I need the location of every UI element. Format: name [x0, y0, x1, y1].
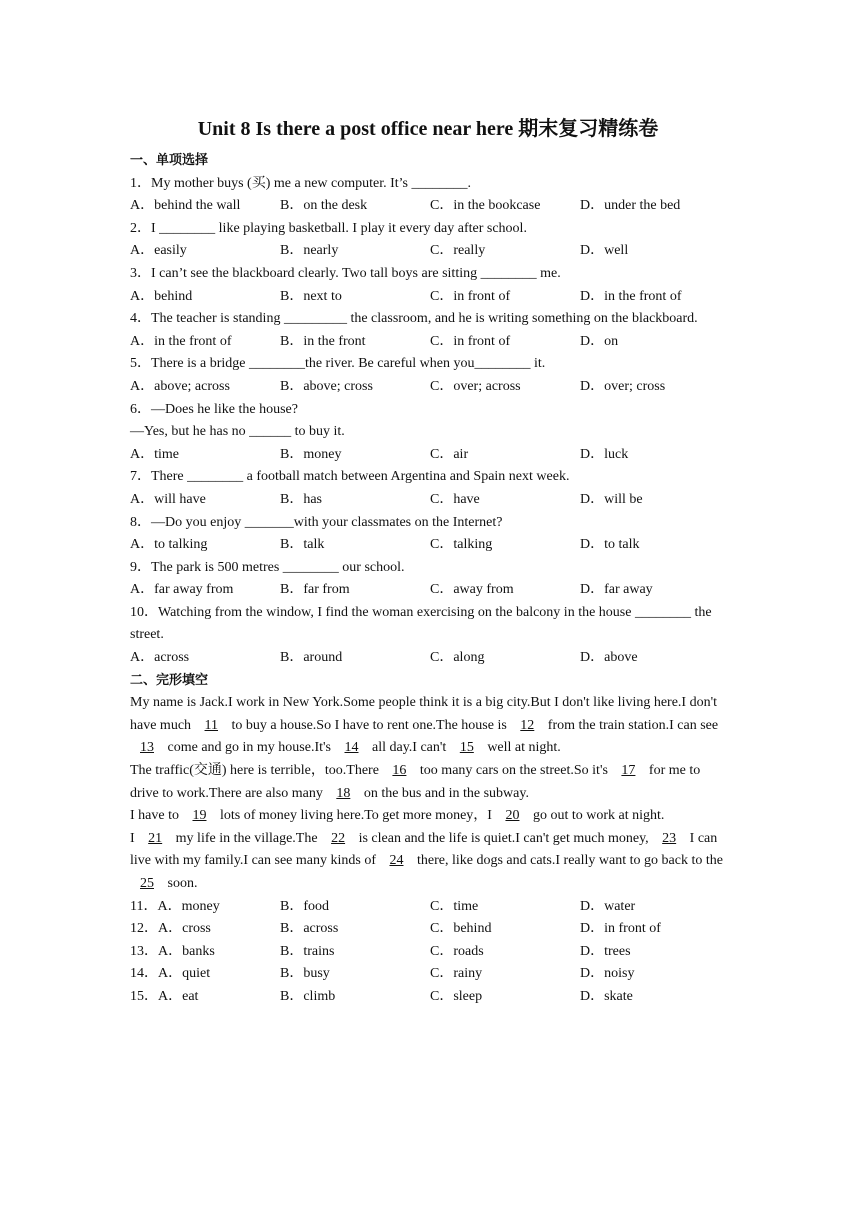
option-d: D．in the front of — [580, 288, 682, 304]
cloze-paragraph-4 — [130, 828, 730, 896]
passage-text: I can live with my family.I can see many kinds of — [130, 830, 718, 869]
option-a: 11．A．money — [130, 898, 220, 914]
worksheet-page — [130, 116, 730, 1009]
question-stem-6: 6．—Does he like the house? — [130, 401, 298, 417]
cloze-paragraph-1 — [130, 692, 730, 760]
option-d: D．above — [580, 650, 638, 666]
option-d: D．over; cross — [580, 378, 666, 394]
option-b: B．talk — [280, 537, 325, 553]
question-options-9 — [130, 579, 730, 602]
option-d: D．noisy — [580, 966, 635, 982]
passage-text: to buy a house.So I have to rent one.The house is — [228, 717, 511, 733]
blank-18: 18 — [336, 785, 351, 801]
option-b: B．money — [280, 446, 342, 462]
option-d: D．well — [580, 243, 629, 259]
blank-25: 25 — [140, 876, 154, 891]
option-c: C．in front of — [430, 288, 511, 304]
option-c: C．behind — [430, 921, 492, 937]
blank-17: 17 — [621, 763, 636, 779]
cloze-options-12 — [130, 918, 730, 941]
option-b: B．in the front — [280, 333, 366, 349]
passage-text: for me to drive to work.There are also many — [130, 763, 701, 801]
section-heading-cloze: 二、完形填空 — [130, 672, 209, 688]
option-c: C．sleep — [430, 988, 483, 1004]
blank-13: 13 — [140, 740, 154, 756]
question-options-7 — [130, 489, 730, 512]
question-stem-5: 5．There is a bridge ________the river. Be careful when you________ it. — [130, 356, 546, 372]
section-heading-single-choice: 一、单项选择 — [130, 153, 209, 168]
option-a: A．time — [130, 446, 179, 462]
option-b: B．across — [280, 921, 339, 937]
passage-text: come and go in my house.It's — [164, 740, 335, 756]
question-options-10 — [130, 647, 730, 670]
blank-19: 19 — [192, 808, 207, 824]
option-c: C．have — [430, 491, 480, 507]
option-d: D．to talk — [580, 537, 640, 553]
option-c: C．along — [430, 650, 485, 666]
blank-16: 16 — [392, 763, 407, 779]
option-a: A．above; across — [130, 378, 230, 394]
option-d: D．trees — [580, 943, 631, 959]
option-c: C．really — [430, 243, 486, 259]
option-b: B．food — [280, 898, 329, 914]
option-b: B．busy — [280, 966, 330, 982]
option-b: B．around — [280, 650, 343, 666]
option-b: B．on the desk — [280, 198, 368, 214]
passage-text: The traffic(交通) here is terrible，too.There — [130, 763, 383, 779]
option-d: D．in front of — [580, 921, 661, 937]
option-c: C．time — [430, 898, 479, 914]
blank-24: 24 — [389, 853, 404, 869]
option-d: D．skate — [580, 988, 633, 1004]
option-c: C．talking — [430, 537, 493, 553]
option-b: B．above; cross — [280, 378, 373, 394]
cloze-options-15 — [130, 986, 730, 1009]
question-stem-4: 4．The teacher is standing _________ the classroom, and he is writing something on the blackboard. — [130, 311, 698, 327]
option-d: D．far away — [580, 582, 653, 598]
blank-23: 23 — [662, 830, 677, 846]
blank-21: 21 — [148, 830, 163, 846]
option-c: C．air — [430, 446, 469, 462]
blank-22: 22 — [331, 830, 346, 846]
question-stem-6-reply: —Yes, but he has no ______ to buy it. — [130, 424, 345, 440]
question-stem-10: 10．Watching from the window, I find the woman exercising on the balcony in the house ________ the street. — [130, 604, 712, 643]
question-options-8 — [130, 534, 730, 557]
question-options-3 — [130, 286, 730, 309]
question-options-4 — [130, 331, 730, 354]
option-c: C．roads — [430, 943, 484, 959]
cloze-options-11 — [130, 896, 730, 919]
question-stem-3: 3．I can’t see the blackboard clearly. Two tall boys are sitting ________ me. — [130, 265, 561, 281]
option-d: D．on — [580, 333, 619, 349]
passage-text: all day.I can't — [368, 740, 450, 756]
passage-text: well at night. — [483, 740, 561, 756]
option-b: B．far from — [280, 582, 350, 598]
passage-text: there, like dogs and cats.I really want to go back to the — [413, 853, 723, 869]
option-c: C．in the bookcase — [430, 198, 541, 214]
question-options-6 — [130, 444, 730, 467]
question-stem-7: 7．There ________ a football match between Argentina and Spain next week. — [130, 469, 570, 485]
option-b: B．has — [280, 491, 322, 507]
question-stem-2: 2．I ________ like playing basketball. I play it every day after school. — [130, 220, 527, 236]
passage-text: lots of money living here.To get more money，I — [216, 808, 496, 824]
question-options-2 — [130, 240, 730, 263]
blank-11: 11 — [204, 717, 219, 733]
passage-text: soon. — [164, 876, 198, 891]
option-b: B．climb — [280, 988, 336, 1004]
option-a: A．will have — [130, 491, 206, 507]
passage-text: my life in the village.The — [172, 830, 322, 846]
blank-12: 12 — [520, 717, 535, 733]
option-a: A．across — [130, 650, 190, 666]
option-d: D．luck — [580, 446, 629, 462]
option-c: C．over; across — [430, 378, 521, 394]
passage-text: I have to — [130, 808, 183, 824]
option-a: 13．A．banks — [130, 943, 215, 959]
passage-text: is clean and the life is quiet.I can't get much money, — [355, 830, 653, 846]
blank-14: 14 — [344, 740, 359, 756]
blank-15: 15 — [459, 740, 474, 756]
option-b: B．next to — [280, 288, 342, 304]
passage-text: My name is Jack.I work in New York.Some people think it is a big city.But I don't like living here.I don't have much — [130, 695, 718, 733]
cloze-paragraph-3 — [130, 805, 730, 828]
page-title: Unit 8 Is there a post office near here 期末复习精练卷 — [197, 118, 659, 140]
question-options-5 — [130, 376, 730, 399]
option-a: A．to talking — [130, 537, 208, 553]
option-b: B．nearly — [280, 243, 339, 259]
question-options-1 — [130, 195, 730, 218]
passage-text: too many cars on the street.So it's — [416, 763, 612, 779]
option-d: D．will be — [580, 491, 643, 507]
option-a: A．behind the wall — [130, 198, 241, 214]
option-d: D．under the bed — [580, 198, 681, 214]
passage-text: from the train station.I can see — [544, 717, 719, 733]
option-a: A．in the front of — [130, 333, 232, 349]
cloze-options-14 — [130, 963, 730, 986]
cloze-paragraph-2 — [130, 760, 730, 805]
option-c: C．in front of — [430, 333, 511, 349]
option-a: A．easily — [130, 243, 187, 259]
option-a: 12．A．cross — [130, 921, 211, 937]
option-a: A．behind — [130, 288, 193, 304]
blank-20: 20 — [505, 808, 520, 824]
question-stem-9: 9．The park is 500 metres ________ our school. — [130, 559, 405, 575]
question-stem-8: 8．—Do you enjoy _______with your classmates on the Internet? — [130, 514, 503, 530]
passage-text: I — [130, 830, 139, 846]
cloze-options-13 — [130, 941, 730, 964]
option-a: 15．A．eat — [130, 988, 199, 1004]
option-a: A．far away from — [130, 582, 234, 598]
option-b: B．trains — [280, 943, 335, 959]
passage-text: on the bus and in the subway. — [360, 785, 529, 801]
option-c: C．away from — [430, 582, 514, 598]
option-c: C．rainy — [430, 966, 483, 982]
passage-text: go out to work at night. — [529, 808, 665, 824]
question-stem-1: 1．My mother buys (买) me a new computer. It’s ________. — [130, 175, 472, 191]
option-a: 14．A．quiet — [130, 966, 211, 982]
option-d: D．water — [580, 898, 636, 914]
